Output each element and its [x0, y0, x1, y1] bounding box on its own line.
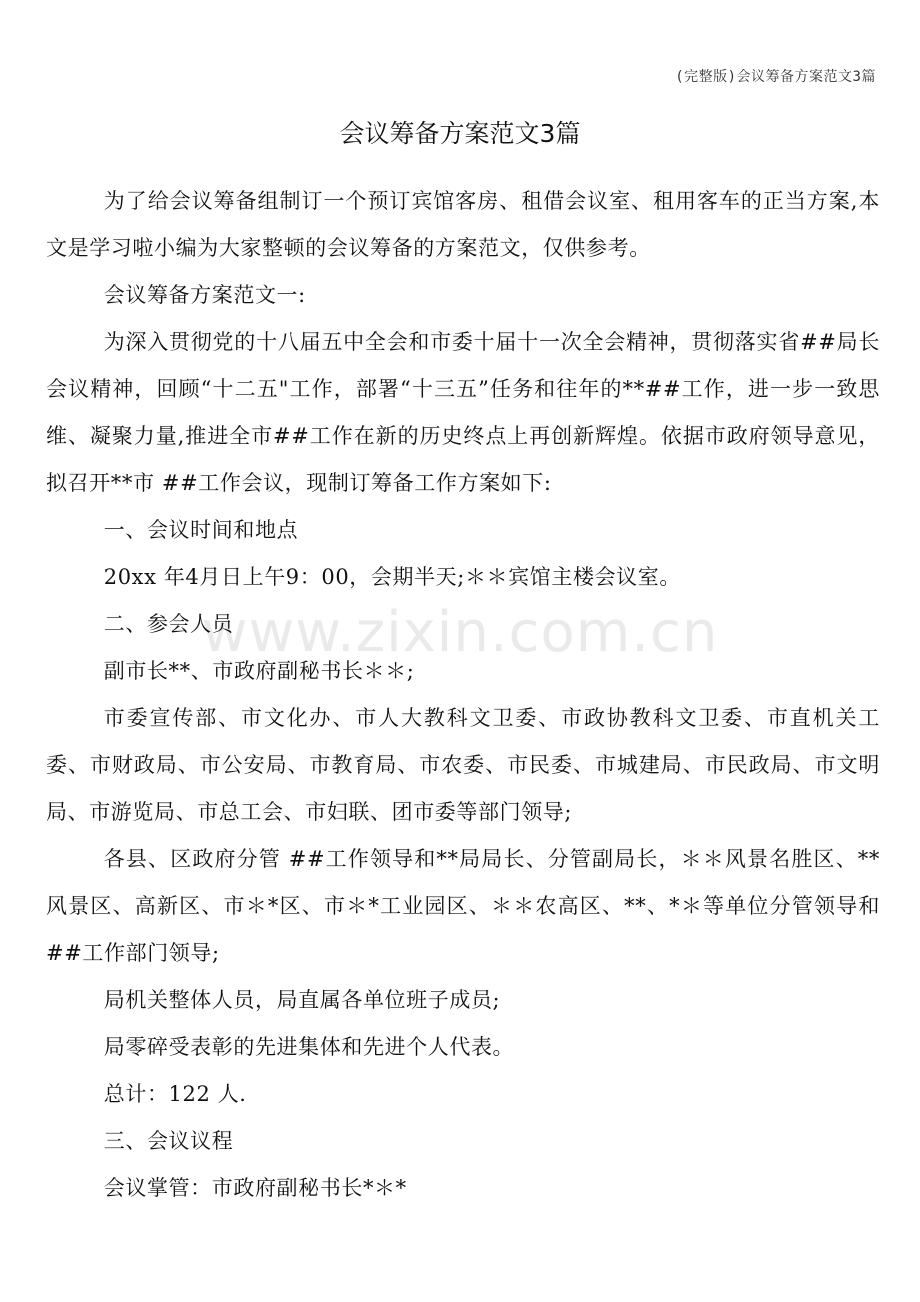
- document-body: [46, 178, 880, 1212]
- purpose-paragraph: 为深入贯彻党的十八届五中全会和市委十届十一次全会精神，贯彻落实省##局长会议精神，回顾“十二五"工作，部署“十三五”任务和往年的**##工作，进一步一致思维、凝聚力量,推进全市##工作在新的历史终点上再创新辉煌。依据市政府领导意见，拟召开**市 ##工作会议，现制订筹备工作方案如下:: [46, 330, 880, 495]
- time-place-paragraph: 20xx 年4月日上午9：00，会期半天;＊＊宾馆主楼会议室。: [103, 565, 681, 589]
- attendees-bureau-staff: 局机关整体人员，局直属各单位班子成员;: [103, 988, 501, 1012]
- section-heading-time-place: 一、会议时间和地点: [103, 518, 299, 542]
- attendees-representatives: 局零碎受表彰的先进集体和先进个人代表。: [103, 1035, 515, 1059]
- attendees-leaders: 副市长**、市政府副秘书长＊＊;: [103, 659, 415, 683]
- intro-paragraph: 为了给会议筹备组制订一个预订宾馆客房、租借会议室、租用客车的正当方案,本文是学习啦小编为大家整顿的会议筹备的方案范文，仅供参考。: [46, 189, 880, 260]
- agenda-host: 会议掌管：市政府副秘书长*＊*: [103, 1176, 407, 1200]
- attendees-departments: 市委宣传部、市文化办、市人大教科文卫委、市政协教科文卫委、市直机关工委、市财政局、市公安局、市教育局、市农委、市民委、市城建局、市民政局、市文明局、市游览局、市总工会、市妇联、团市委等部门领导;: [46, 706, 880, 824]
- attendees-total: 总计：122 人.: [103, 1082, 247, 1106]
- attendees-districts: 各县、区政府分管 ##工作领导和**局局长、分管副局长，＊＊风景名胜区、**风景区、高新区、市＊*区、市＊*工业园区、＊＊农高区、**、*＊等单位分管领导和 ##工作部门领导;: [46, 847, 880, 965]
- running-header: (完整版)会议筹备方案范文3篇: [675, 69, 876, 85]
- document-title: 会议筹备方案范文3篇: [339, 119, 581, 148]
- section-heading-agenda: 三、会议议程: [103, 1129, 234, 1153]
- section-heading-attendees: 二、参会人员: [103, 612, 234, 636]
- watermark: www.zixin.com.cn: [201, 600, 719, 665]
- section-heading-plan-one: 会议筹备方案范文一:: [103, 283, 306, 307]
